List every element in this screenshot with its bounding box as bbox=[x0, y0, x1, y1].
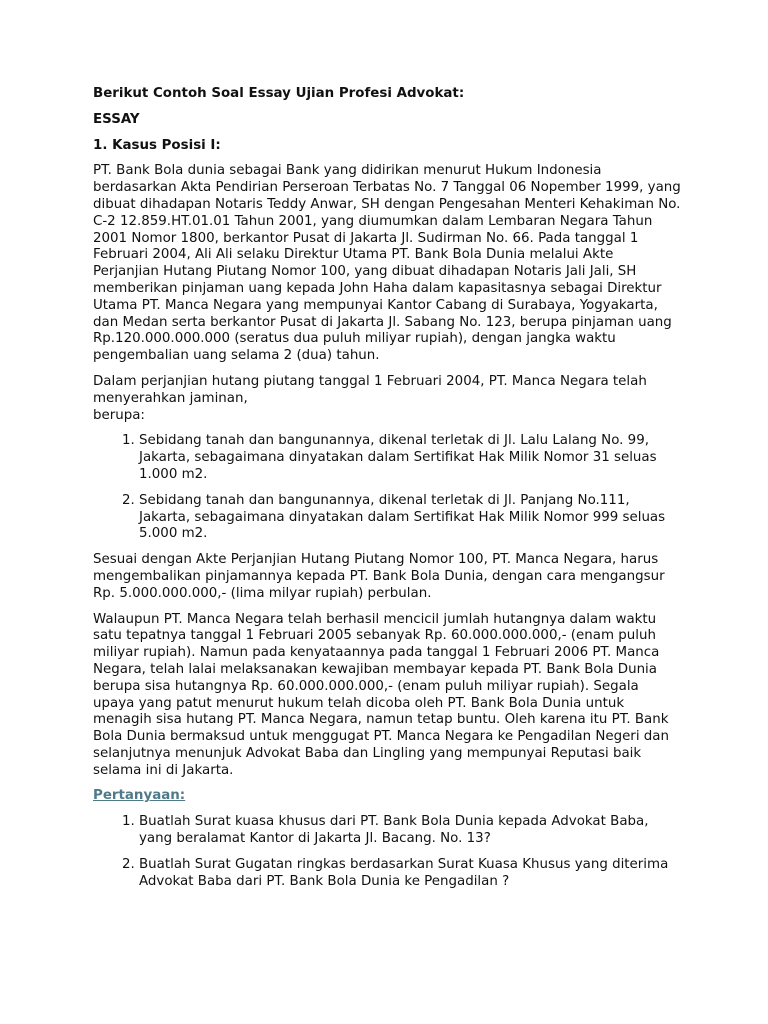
list-item: 1. Buatlah Surat kuasa khusus dari PT. Bank Bola Dunia kepada Advokat Baba, yang beralamat Kantor di Jakarta Jl. Bacang. No. 13? bbox=[139, 814, 681, 848]
questions-heading: Pertanyaan: bbox=[93, 788, 186, 804]
case-paragraph-3: Sesuai dengan Akte Perjanjian Hutang Piutang Nomor 100, PT. Manca Negara, harus mengembalikan pinjamannya kepada PT. Bank Bola Dunia, dengan cara mengangsur Rp. 5.000.000.000,- (lima milyar rupiah) perbulan. bbox=[93, 552, 665, 601]
essay-label: ESSAY bbox=[93, 111, 140, 127]
case-paragraph-4: Walaupun PT. Manca Negara telah berhasil mencicil jumlah hutangnya dalam waktu satu tepatnya tanggal 1 Februari 2005 sebanyak Rp. 60.000.000.000,- (enam puluh miliyar rupiah). Namun pada kenyataannya pada tanggal 1 Februari 2006 PT. Manca Negara, telah lalai melaksanakan kewajiban membayar kepada PT. Bank Bola Dunia berupa sisa hutangnya Rp. 60.000.000.000,- (enam puluh miliyar rupiah). Segala upaya yang patut menurut hukum telah dicoba oleh PT. Bank Bola Dunia untuk menagih sisa hutang PT. Manca Negara, namun tetap buntu. Oleh karena itu PT. Bank Bola Dunia bermaksud untuk menggugat PT. Manca Negara ke Pengadilan Negeri dan selanjutnya menunjuk Advokat Baba dan Lingling yang mempunyai Reputasi baik selama ini di Jakarta. bbox=[93, 611, 669, 778]
list-item: 2. Sebidang tanah dan bangunannya, dikenal terletak di Jl. Panjang No.111, Jakarta, sebagaimana dinyatakan dalam Sertifikat Hak Milik Nomor 999 seluas 5.000 m2. bbox=[139, 493, 681, 543]
document-title: Berikut Contoh Soal Essay Ujian Profesi Advokat: bbox=[93, 86, 465, 101]
list-item: 1. Sebidang tanah dan bangunannya, dikenal terletak di Jl. Lalu Lalang No. 99, Jakarta, sebagaimana dinyatakan dalam Sertifikat Hak Milik Nomor 31 seluas 1.000 m2. bbox=[139, 433, 681, 483]
collateral-list bbox=[93, 433, 681, 543]
questions-list bbox=[93, 814, 681, 890]
case-heading: 1. Kasus Posisi I: bbox=[93, 137, 221, 153]
case-paragraph-1: PT. Bank Bola dunia sebagai Bank yang didirikan menurut Hukum Indonesia berdasarkan Akta Pendirian Perseroan Terbatas No. 7 Tanggal 06 Nopember 1999, yang dibuat dihadapan Notaris Teddy Anwar, SH dengan Pengesahan Menteri Kehakiman No. C-2 12.859.HT.01.01 Tahun 2001, yang diumumkan dalam Lembaran Negara Tahun 2001 Nomor 1800, berkantor Pusat di Jakarta Jl. Sudirman No. 66. Pada tanggal 1 Februari 2004, Ali Ali selaku Direktur Utama PT. Bank Bola Dunia melalui Akte Perjanjian Hutang Piutang Nomor 100, yang dibuat dihadapan Notaris Jali Jali, SH memberikan pinjaman uang kepada John Haha dalam kapasitasnya sebagai Direktur Utama PT. Manca Negara yang mempunyai Kantor Cabang di Surabaya, Yogyakarta, dan Medan serta berkantor Pusat di Jakarta Jl. Sabang No. 123, berupa pinjaman uang Rp.120.000.000.000 (seratus dua puluh miliyar rupiah), dengan jangka waktu pengembalian uang selama 2 (dua) tahun. bbox=[93, 163, 681, 364]
list-item: 2. Buatlah Surat Gugatan ringkas berdasarkan Surat Kuasa Khusus yang diterima Advokat Baba dari PT. Bank Bola Dunia ke Pengadilan ? bbox=[139, 857, 681, 891]
document-page bbox=[93, 86, 681, 899]
case-paragraph-2: Dalam perjanjian hutang piutang tanggal 1 Februari 2004, PT. Manca Negara telah menyerahkan jaminan, berupa: bbox=[93, 373, 647, 423]
